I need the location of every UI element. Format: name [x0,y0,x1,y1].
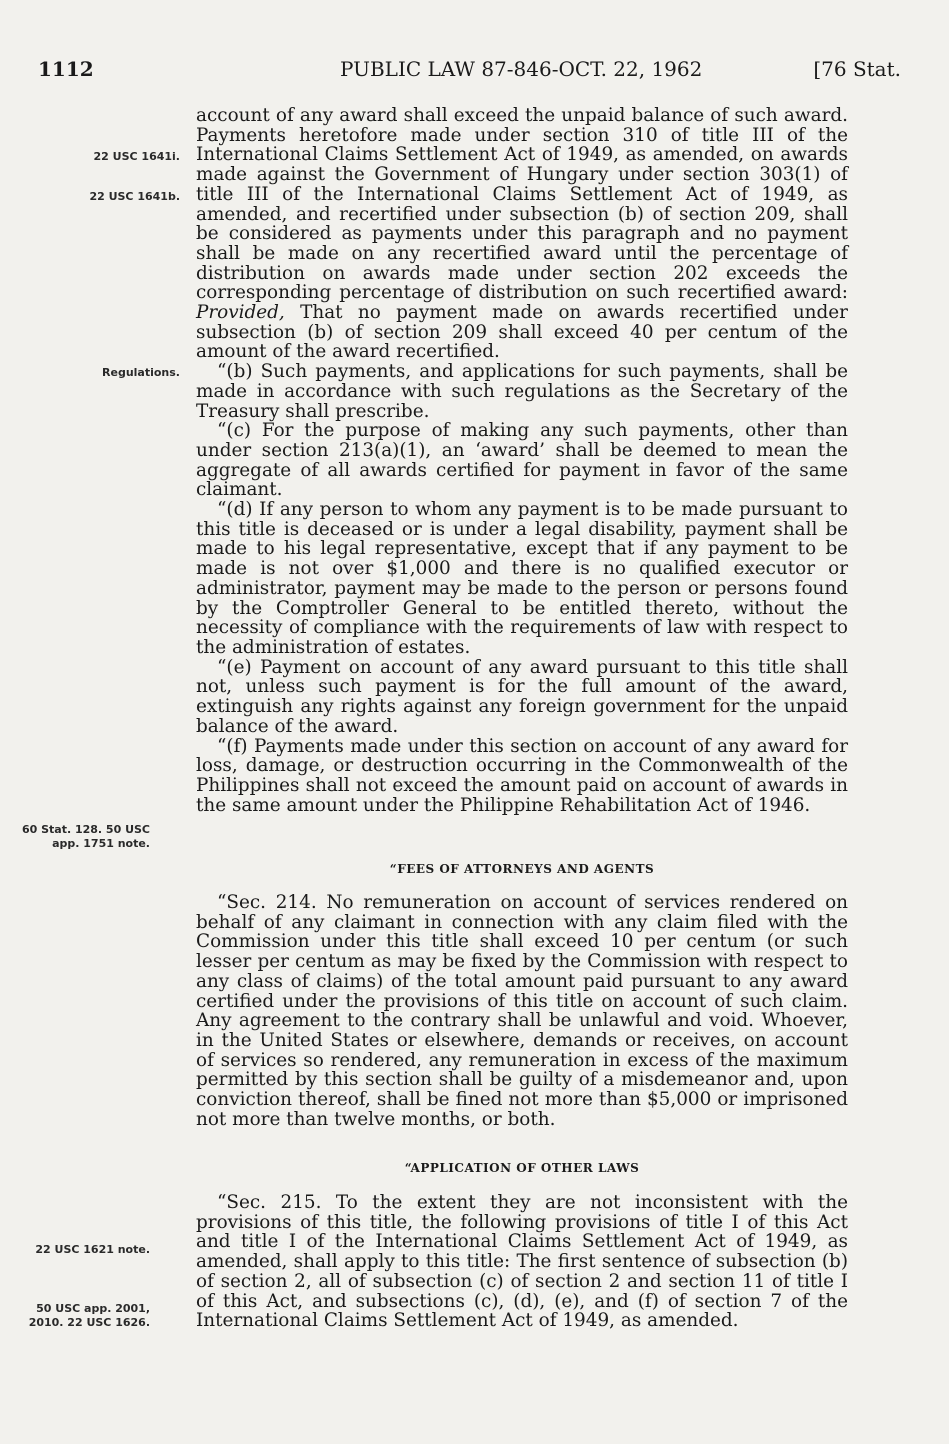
section-214-paragraph: “Sec. 214. No remuneration on account of services rendered on behalf of any claimant in connection with any claim filed with the Commission under this title shall exceed 10 per centum (or such lesser per centum as may be fixed by the Commission with respect to any class of claims) of the total amount paid pursuant to any award certified under the provisions of this title on account of such claim. Any agreement to the contrary shall be unlawful and void. Whoever, in the United States or elsewhere, demands or receives, on account of services so rendered, any remuneration in excess of the maximum permitted by this section shall be guilty of a misdemeanor and, upon conviction thereof, shall be fined not more than $5,000 or imprisoned not more than twelve months, or both. [196,892,848,1130]
running-header [38,57,901,87]
margin-note-22usc1641b: 22 USC 1641b. [89,190,180,203]
section-214-text [196,893,848,1129]
margin-note-regulations: Regulations. [102,366,180,379]
heading-fees-of-attorneys: “FEES OF ATTORNEYS AND AGENTS [389,862,655,876]
margin-note-60stat128: 60 Stat. 128. 50 USC app. 1751 note. [21,823,150,850]
section-213-text [196,106,848,815]
page-number: 1112 [38,57,94,81]
paragraph-b: “(b) Such payments, and applications for such payments, shall be made in accordance with such regulations as the Secretary of the Treasury shall prescribe. [196,361,848,422]
margin-note-22usc1621: 22 USC 1621 note. [35,1243,150,1256]
section-215-paragraph: “Sec. 215. To the extent they are not inconsistent with the provisions of this title, the following provisions of title I of this Act and title I of the International Claims Settlement Act of 1949, as amended, shall apply to this title: The first sentence of subsection (b) of section 2, all of subsection (c) of section 2 and section 11 of title I of this Act, and subsections (c), (d), (e), and (f) of section 7 of the International Claims Settlement Act of 1949, as amended. [196,1192,848,1332]
paragraph-f: “(f) Payments made under this section on account of any award for loss, damage, or destruction occurring in the Commonwealth of the Philippines shall not exceed the amount paid on account of awards in the same amount under the Philippine Rehabilitation Act of 1946. [196,735,848,816]
heading-application-of-other-laws: “APPLICATION OF OTHER LAWS [404,1161,640,1175]
section-215-text [196,1193,848,1331]
provided-term: Provided, [196,302,285,324]
paragraph-c: “(c) For the purpose of making any such payments, other than under section 213(a)(1), an ‘award’ shall be deemed to mean the aggregate of all awards certified for payment in favor of the same claimant. [196,420,848,501]
page-title: PUBLIC LAW 87-846-OCT. 22, 1962 [340,57,703,81]
margin-note-22usc1641i: 22 USC 1641i. [93,150,180,163]
paragraph-e: “(e) Payment on account of any award pursuant to this title shall not, unless such payment is for the full amount of the award, extinguish any rights against any foreign government for the unpaid balance of the award. [196,656,848,737]
paragraph-a-continued: account of any award shall exceed the unpaid balance of such award. Payments heretofore made under section 310 of title III of the International Claims Settlement Act of 1949, as amended, on awards made against the Government of Hungary under section 303(1) of title III of the International Claims Settlement Act of 1949, as amended, and recertified under subsection (b) of section 209, shall be considered as payments under this paragraph and no payment shall be made on any recertified award until the percentage of distribution on awards made under section 202 exceeds the corresponding percentage of distribution on such recertified award: Provided, That no payment made on awards recertified under subsection (b) of section 209 shall exceed 40 per centum of the amount of the award recertified. [196,105,848,363]
statute-volume: [76 Stat. [813,57,901,81]
paragraph-d: “(d) If any person to whom any payment is to be made pursuant to this title is deceased or is under a legal disability, payment shall be made to his legal representative, except that if any payment to be made is not over $1,000 and there is no qualified executor or administrator, payment may be made to the person or persons found by the Comptroller General to be entitled thereto, without the necessity of compliance with the requirements of law with respect to the administration of estates. [196,499,848,658]
margin-note-50usc-app: 50 USC app. 2001, 2010. 22 USC 1626. [28,1302,150,1329]
